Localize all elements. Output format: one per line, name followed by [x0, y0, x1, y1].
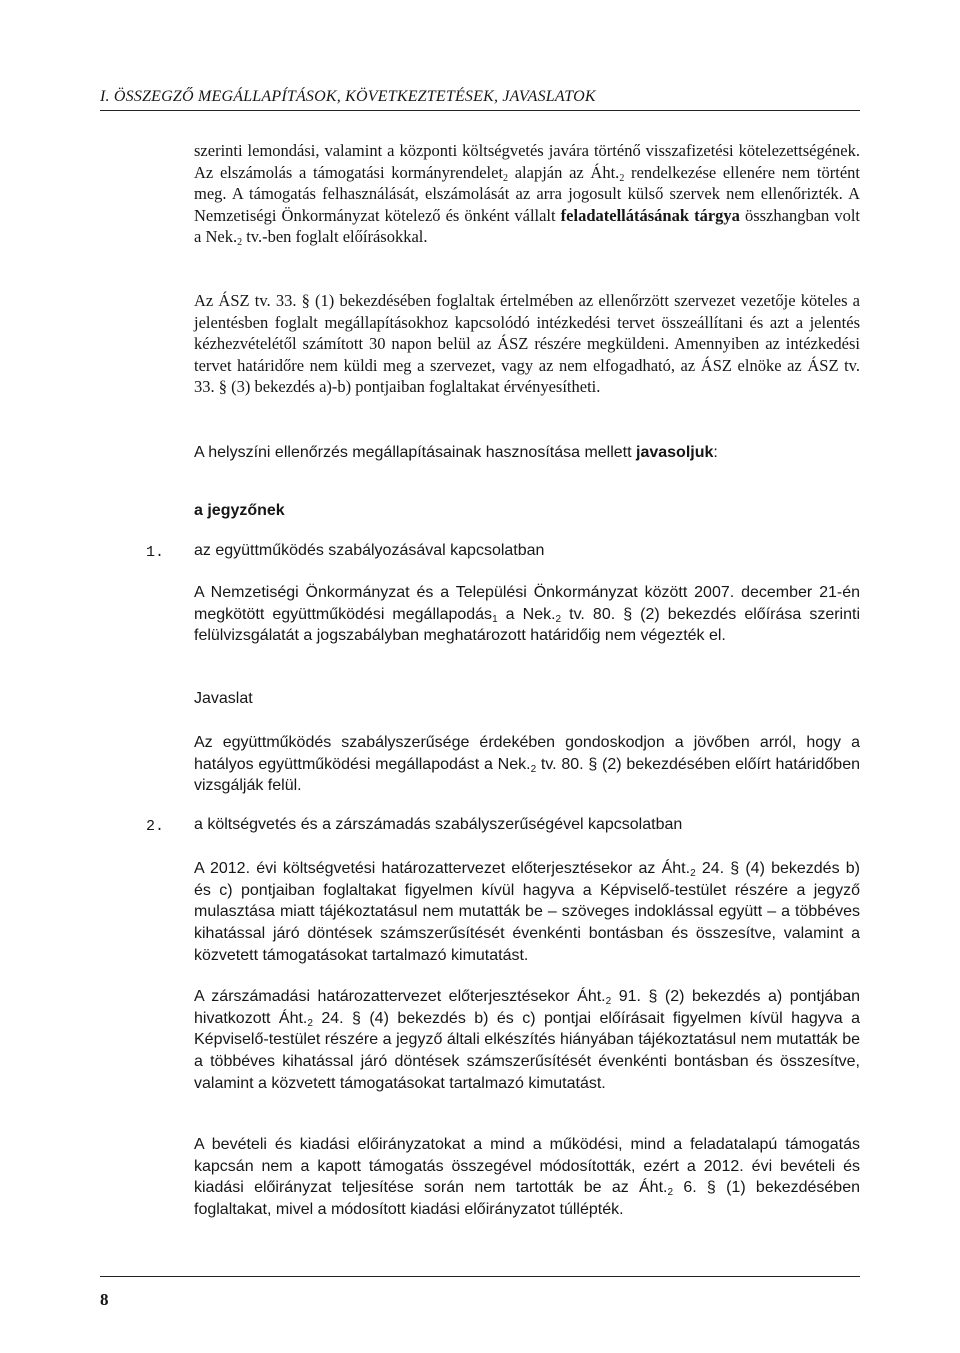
item-2-final-accounts-paragraph: A zárszámadási határozattervezet előterjesztésekor $Áht._2$ 91. § (2) bekezdés a) pontjában hivatkozott $Áht._2$ 24. § (4) bekezdés b) és c) pontjai előírásait figyelmen kívül hagyva a Képviselő-testület részére a jegyző általi elkészítés hiányában tájékoztatásul nem mutatták be a többéves kihatással járó döntések számszerűsítését évenkénti bontásban és összesítve, valamint a közvetett támogatásokat tartalmazó kimutatást. [194, 988, 860, 1092]
item-number-1: 1. [146, 544, 165, 561]
page-header-title: I. ÖSSZEGZŐ MEGÁLLAPÍTÁSOK, KÖVETKEZTETÉSEK, JAVASLATOK [100, 88, 596, 105]
item-title-2: a költségvetés és a zárszámadás szabályszerűségével kapcsolatban [194, 816, 683, 833]
item-1-proposal-label: Javaslat [194, 690, 253, 707]
item-2-budget-paragraph: A 2012. évi költségvetési határozattervezet előterjesztésekor az $Áht._2$ 24. § (4) bekezdés b) és c) pontjaiban foglaltakat figyelmen kívül hagyva a Képviselő-testület részére a jegyző mulasztása miatt tájékoztatásul nem mutatták be – szöveges indoklással együtt – a többéves kihatással járó döntések számszerűsítését évenkénti bontásban és összesítve, valamint a közvetett támogatásokat tartalmazó kimutatást. [194, 860, 861, 964]
page-number: 8 [100, 1290, 109, 1309]
emphasis-task-subject: feladatellátásának tárgya [560, 205, 740, 225]
paragraph-recommendation-intro: A helyszíni ellenőrzés megállapításainak hasznosítása mellett javasoljuk: [194, 444, 718, 461]
emphasis-recommend: javasoljuk [636, 444, 714, 461]
item-1-proposal: Az együttműködés szabályszerűsége érdekében gondoskodjon a jövőben arról, hogy a hatályos együttműködési megállapodást a $Nek._2$ tv. 80. § (2) bekezdésében előírt határidőben vizsgálják felül. [194, 734, 860, 795]
item-1-finding: A Nemzetiségi Önkormányzat és a Települési Önkormányzat között 2007. december 21-én megkötött együttműködési megállapodás$_1$ a $Nek._2$ tv. 80. § (2) bekezdés előírása szerinti felülvizsgálatát a jogszabályban meghatározott határidőig nem végezték el. [194, 584, 861, 645]
paragraph-funding-settlement: szerinti lemondási, valamint a központi költségvetés javára történő visszafizetési kötelezettségének. Az elszámolás a támogatási kormányrendelet$_2$ alapján az $Áht._2$ rendelkezése ellenére nem történt meg. A támogatás felhasználását, elszámolását az arra jogosult külső szervek nem ellenőrizték. A Nemzetiségi Önkormányzat kötelező és önként vállalt feladatellátásának tárgya összhangban volt a $Nek._2$ tv.-ben foglalt előírásokkal. [194, 141, 860, 248]
item-2-appropriations-paragraph: A bevételi és kiadási előirányzatokat a mind a működési, mind a feladatalapú támogatás kapcsán nem a kapott támogatás összegével módosították, ezért a 2012. évi bevételi és kiadási előirányzat teljesítése során nem tartották be az $Áht._2$ 6. § (1) bekezdésében foglaltakat, mivel a módosított kiadási előirányzatot túllépték. [194, 1136, 861, 1219]
recipient-heading: a jegyzőnek [194, 502, 285, 519]
item-number-2: 2. [146, 818, 165, 835]
footer-rule [100, 1276, 860, 1277]
paragraph-asz-action-plan: Az ÁSZ tv. 33. § (1) bekezdésében foglaltak értelmében az ellenőrzött szervezet vezetője köteles a jelentésben foglalt megállapításokhoz kapcsolódó intézkedési tervet összeállítani és azt a jelentés kézhezvételétől számított 30 napon belül az ÁSZ részére megküldeni. Amennyiben az intézkedési tervet határidőre nem küldi meg a szervezet, vagy az nem elfogadható, az ÁSZ elnöke az ÁSZ tv. 33. § (3) bekezdés a)-b) pontjaiban foglaltakat érvényesítheti. [194, 291, 860, 396]
item-title-1: az együttműködés szabályozásával kapcsolatban [194, 542, 545, 559]
header-rule [100, 110, 860, 111]
